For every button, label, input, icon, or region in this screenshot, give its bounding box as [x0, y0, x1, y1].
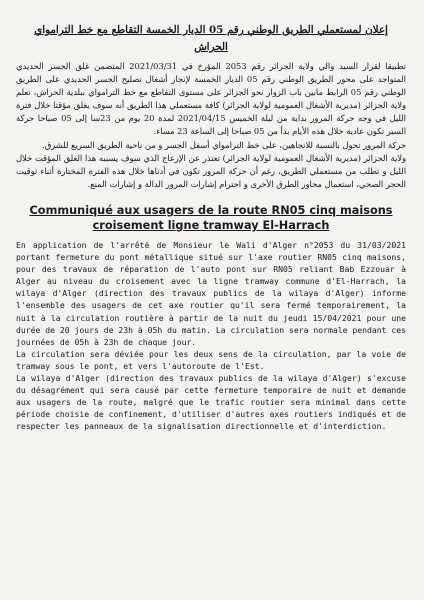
arabic-paragraph-1: تطبيقا لقرار السيد والي ولاية الجزائر رقم 2053 المؤرخ في 2021/03/31 المتضمن غلق الجسر الحديدي المتواجد على محور الطريق الوطني رقم 05 الديار الخمسة لإنجاز أشغال تصليح الجسر الحديدي على الطريق الوطني رقم 05 الرابط مابين باب الزوار نحو الجزائر على مستوى التقاطع مع خط الترامواي ببلدية الحراش، تعلم ولاية الجزائر (مديرية الأشغال العمومية لولاية الجزائر) كافة مستعملي هذا الطريق أنه سوف يغلق مؤقتا خلال فترة الليل في وجه حركة المرور بداية من ليلة الخميس 2021/04/15 لمدة 20 يوم من 23سا إلى 05 صباحا حركة السير تكون عادية خلال هذه الأيام بدأ من 05 صباحا إلى الساعة 23 مساء. [16, 61, 406, 137]
arabic-paragraph-2: حركة المرور تحول بالنسبة للاتجاهين، على خط الترامواي أسفل الجسر و من ناحية الطريق السريع للشرق. [42, 139, 406, 150]
french-paragraph-2: La circulation sera déviée pour les deux sens de la circulation, par la voie de tramway sous le pont, et vers l'autoroute de l'Est. [16, 348, 406, 371]
french-announcement [16, 239, 406, 433]
french-title: Communiqué aux usagers de la route RN05 cinq maisons croisement ligne tramway El-Harrach [29, 203, 393, 232]
arabic-paragraph-3: ولاية الجزائر (مديرية الأشغال العمومية لولاية الجزائر) تعتذر عن الإزعاج الذي سوف يسببه هذا الغلق المؤقت خلال الليل و تطلب من مستعملي الطريق، رغم أن حركة المرور تكون في أدناها خلال هذه الفترة المختارة أثناء توقيت الحجر الصحي، استعمال محاور الطرق الأخرى و احترام إشارات المرور الدالة و إشارات المنع. [16, 152, 406, 189]
french-paragraph-1: En application de l'arrêté de Monsieur le Wali d'Alger n°2053 du 31/03/2021 portant fermeture du pont métallique situé sur l'axe routier RN05 cinq maisons, pour des travaux de réparation de l'auto pont sur RN05 reliant Bab Ezzouar à Alger au niveau du croisement avec la ligne tramway commune d'El-Harrach, la wilaya d'Alger (direction des travaux publics de la wilaya d'Alger) informe l'ensemble des usagers de cet axe routier qu'il sera fermé temporairement, la nuit à la circulation routière à partir de la nuit du jeudi 15/04/2021 pour une durée de 20 jours de 23h à 05h du matin. La circulation sera normale pendant ces journées de 05h à 23h de chaque jour. [16, 239, 406, 347]
arabic-announcement [16, 60, 406, 191]
arabic-title: إعلان لمستعملي الطريق الوطني رقم 05 الديار الخمسة التقاطع مع خط الترامواي الحراش [34, 24, 388, 53]
french-paragraph-3: La wilaya d'Alger (direction des travaux publics de la wilaya d'Alger) s'excuse du désagrément qui sera causé par cette fermeture temporaire de nuit et demande aux usagers de la route, malgré que le trafic routier sera minimal dans cette période choisie de confinement, d'utiliser d'autres axes routiers indiqués et de respecter les panneaux de la signalisation directionnelle et d'interdiction. [16, 372, 406, 432]
